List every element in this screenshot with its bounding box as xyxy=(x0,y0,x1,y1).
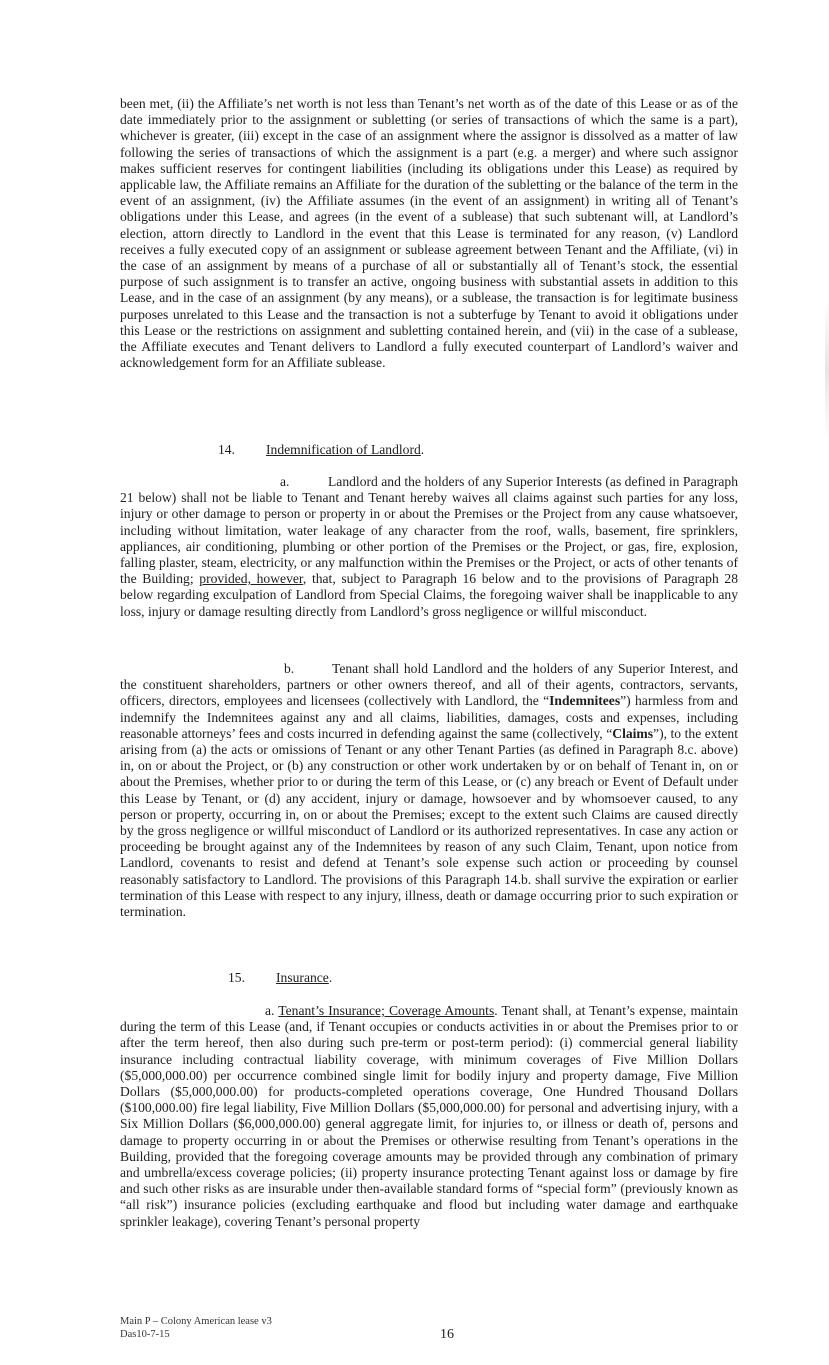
title-period: . xyxy=(328,970,333,985)
paragraph-marker: b. xyxy=(284,661,295,676)
scan-edge-shadow xyxy=(825,300,829,440)
defined-term-indemnitees: Indemnitees xyxy=(549,693,621,709)
document-footer xyxy=(120,1315,272,1341)
paragraph-marker: a. xyxy=(265,1003,275,1018)
paragraph-text: Tenant shall hold Landlord and the holders of any Superior Interest, and the constituent shareholders, partners or other owners thereof, and all of their agents, contractors, servants, officers, directors, employees and licensees (collectively with Landlord, the “ xyxy=(120,661,738,709)
paragraph-text: ”) harmless from and indemnify the Indemnitees against any and all claims, liabilities, damages, costs and expenses, including reasonable attorneys’ fees and costs incurred in defending against the same (collectively, “ xyxy=(120,693,738,741)
defined-term-claims: Claims xyxy=(612,725,654,741)
paragraph-marker: a. xyxy=(280,474,290,489)
section-number: 15. xyxy=(228,970,245,985)
section-title: Indemnification of Landlord xyxy=(266,442,421,457)
title-period: . xyxy=(420,442,425,457)
paragraph-affiliate-continuation: been met, (ii) the Affiliate’s net worth is not less than Tenant’s net worth as of the date of this Lease or as of the date immediately prior to the assignment or subletting (or series of transactions of which the same is a part), whichever is greater, (iii) except in the case of an assignment where the assignor is dissolved as a matter of law following the series of transactions of which the assignment is a part (e.g. a merger) and where such assignor makes sufficient reserves for contingent liabilities (including its obligations under this Lease) as required by applicable law, the Affiliate remains an Affiliate for the duration of the subletting or the balance of the term in the event of an assignment, (iv) the Affiliate assumes (in the event of an assignment) in writing all of Tenant’s obligations under this Lease, and agrees (in the event of a sublease) that such subtenant will, at Landlord’s election, attorn directly to Landlord in the event that this Lease is terminated for any reason, (v) Landlord receives a fully executed copy of an assignment or sublease agreement between Tenant and the Affiliate, (vi) in the case of an assignment by means of a purchase of all or substantially all of Tenant’s stock, the essential purpose of such assignment is to transfer an active, ongoing business with substantial assets in addition to this Lease, and in the case of an assignment (by any means), or a sublease, the transaction is for legitimate business purposes unrelated to this Lease and the transaction is not a subterfuge by Tenant to avoid it obligations under this Lease or the restrictions on assignment and subletting contained herein, and (vii) in the case of a sublease, the Affiliate executes and Tenant delivers to Landlord a fully executed counterpart of Landlord’s waiver and acknowledgement form for an Affiliate sublease. xyxy=(120,96,738,371)
paragraph-text: , that, subject to Paragraph 16 below and to the provisions of Paragraph 28 below regarding exculpation of Landlord from Special Claims, the foregoing waiver shall be inapplicable to any loss, injury or damage resulting directly from Landlord’s gross negligence or willful misconduct. xyxy=(120,571,738,619)
section-14-heading xyxy=(218,442,424,458)
section-15-heading xyxy=(228,970,332,986)
footer-doc-id: Das10-7-15 xyxy=(120,1329,170,1340)
underlined-heading: Tenant’s Insurance; Coverage Amounts xyxy=(278,1003,495,1018)
paragraph-text: . Tenant shall, at Tenant’s expense, maintain during the term of this Lease (and, if Tenant occupies or conducts activities in or about the Premises prior to or after the term hereof, then also during such pre-term or post-term period): (i) commercial general liability insurance including contractual liability coverage, with minimum coverages of Five Million Dollars ($5,000,000.00) per occurrence combined single limit for bodily injury and property damage, Five Million Dollars ($5,000,000.00) for products-completed operations coverage, One Hundred Thousand Dollars ($100,000.00) fire legal liability, Five Million Dollars ($5,000,000.00) for personal and advertising injury, with a Six Million Dollars ($6,000,000.00) general aggregate limit, for injuries to, or illness or death of, persons and damage to property occurring in or about the Premises or otherwise resulting from Tenant’s operations in the Building, provided that the foregoing coverage amounts may be provided through any combination of primary and umbrella/excess coverage policies; (ii) property insurance protecting Tenant against loss or damage by fire and such other risks as are insurable under then-available standard forms of “special form” (previously known as “all risk”) insurance policies (excluding earthquake and flood but including water damage and earthquake sprinkler leakage), covering Tenant’s personal property xyxy=(120,1003,739,1229)
paragraph-text: Landlord and the holders of any Superior Interests (as defined in Paragraph 21 below) shall not be liable to Tenant and Tenant hereby waives all claims against such parties for any loss, injury or other damage to person or property in or about the Premises or the Project from any cause whatsoever, including without limitation, water leakage of any character from the roof, walls, basement, fire sprinklers, appliances, air conditioning, plumbing or other portion of the Premises or the Project, or gas, fire, explosion, falling plaster, steam, electricity, or any malfunction within the Premises or the Project, or acts of other tenants of the Building; xyxy=(120,474,738,587)
paragraph-14b xyxy=(120,661,738,920)
section-title: Insurance xyxy=(276,970,329,985)
footer-doc-name: Main P – Colony American lease v3 xyxy=(120,1316,272,1327)
paragraph-14a xyxy=(120,474,738,620)
underlined-term: provided, however xyxy=(199,571,303,587)
paragraph-text: ”), to the extent arising from (a) the acts or omissions of Tenant or any other Tenant Parties (as defined in Paragraph 8.c. above) in, on or about the Project, or (b) any construction or other work undertaken by or on behalf of Tenant in, on or about the Premises, whether prior to or during the term of this Lease, or (c) any breach or Event of Default under this Lease by Tenant, or (d) any accident, injury or damage, howsoever and by whomsoever caused, to any person or property, occurring in, on or about the Premises; except to the extent such Claims are caused directly by the gross negligence or willful misconduct of Landlord or its authorized representatives. In case any action or proceeding be brought against any of the Indemnitees by reason of any such Claim, Tenant, upon notice from Landlord, covenants to resist and defend at Tenant’s sole expense such action or proceeding by counsel reasonably satisfactory to Landlord. The provisions of this Paragraph 14.b. shall survive the expiration or earlier termination of this Lease with respect to any injury, illness, death or damage occurring prior to such expiration or termination. xyxy=(120,725,738,920)
page-number: 16 xyxy=(440,1327,454,1342)
section-number: 14. xyxy=(218,442,235,457)
paragraph-15a xyxy=(120,1003,738,1230)
